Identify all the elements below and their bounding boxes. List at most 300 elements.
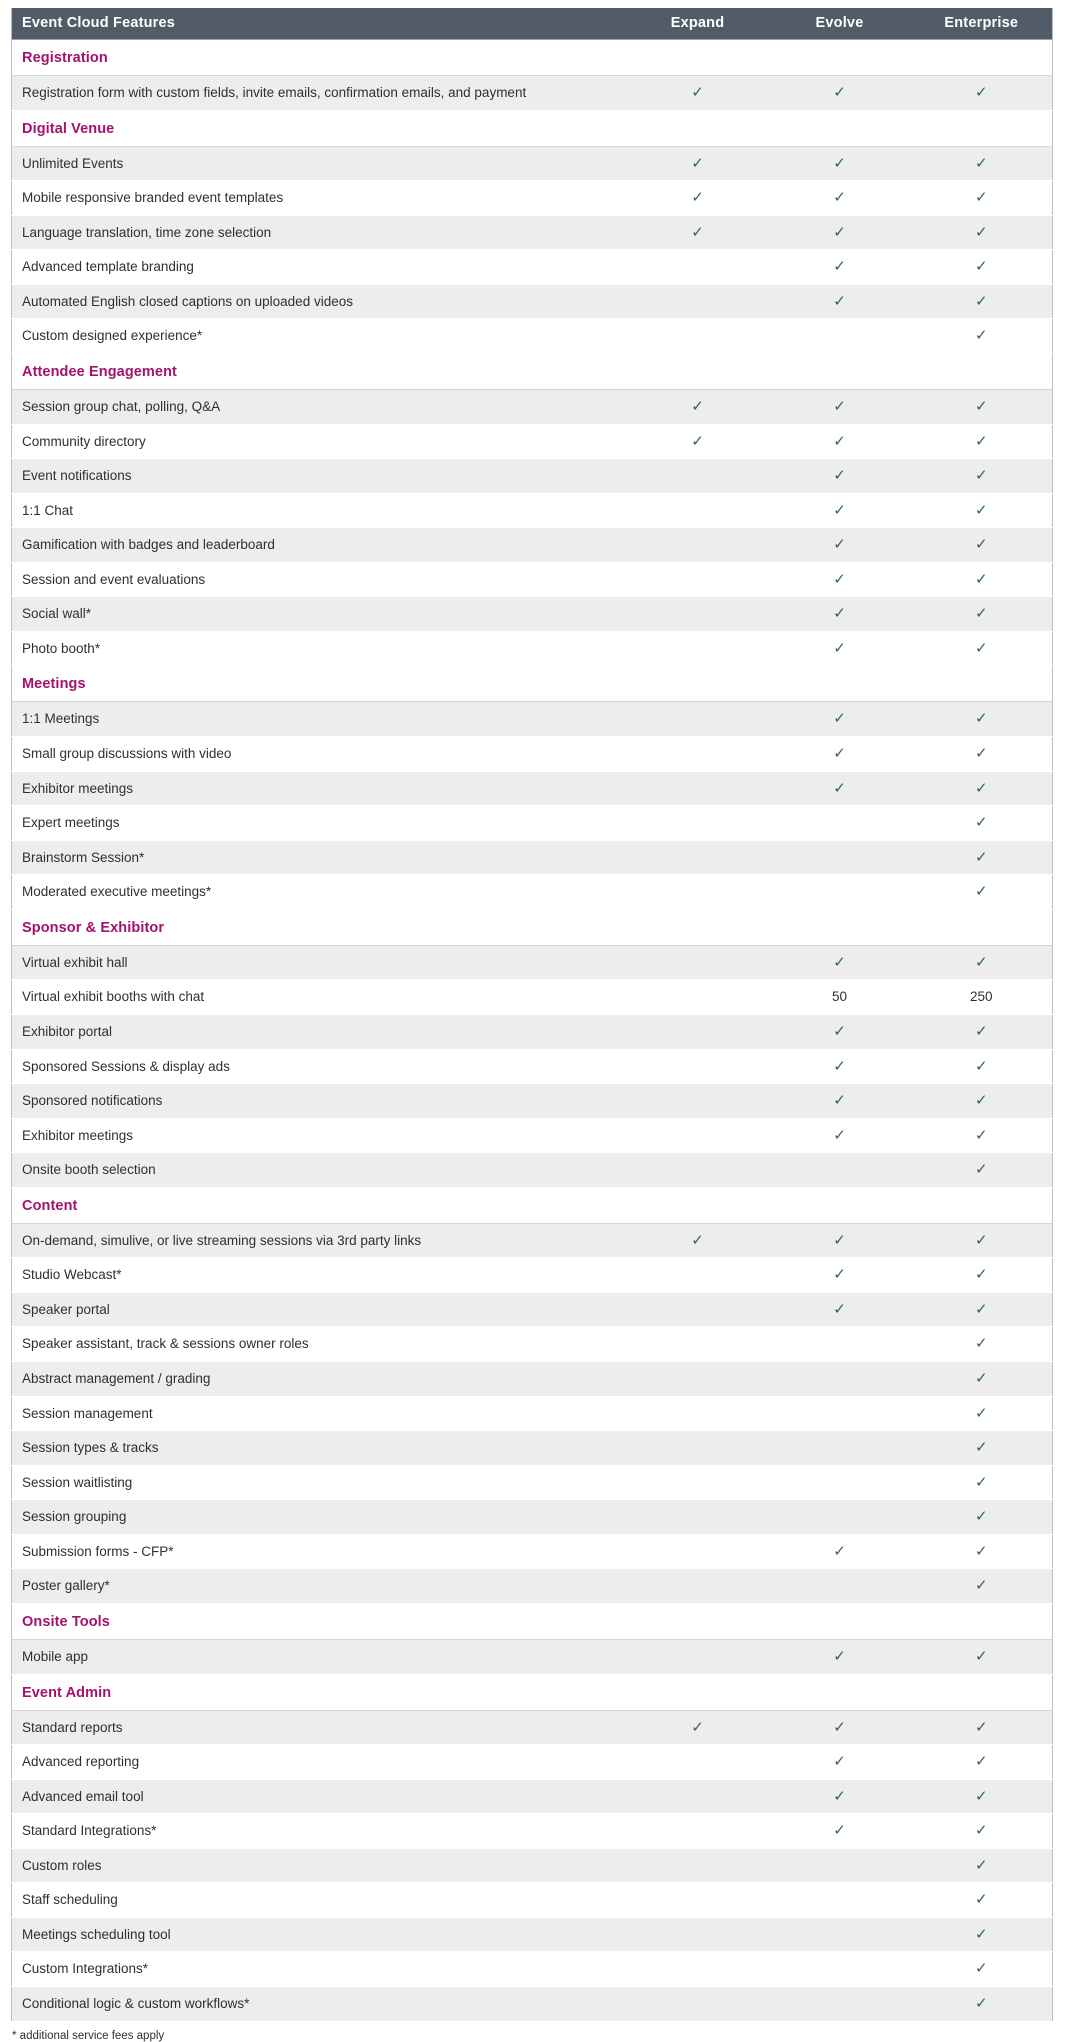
table-row [12, 215, 1053, 250]
check-icon: ✓ [974, 292, 988, 310]
check-icon: ✓ [833, 1057, 846, 1075]
plan-cell-enterprise [911, 1084, 1053, 1119]
feature-name-cell: Meetings scheduling tool [12, 1917, 627, 1952]
plan-cell-evolve [769, 1534, 911, 1569]
plan-cell-evolve [769, 146, 911, 181]
section-title: Meetings [22, 676, 86, 693]
plan-cell-expand [627, 1779, 769, 1814]
section-header-row [12, 110, 1053, 146]
check-icon: ✓ [833, 1822, 846, 1840]
check-icon: ✓ [974, 467, 988, 485]
plan-cell-enterprise [911, 459, 1053, 494]
feature-name-cell: Automated English closed captions on uploaded videos [12, 284, 627, 319]
feature-name-cell: Exhibitor portal [12, 1014, 627, 1049]
feature-name-cell: Conditional logic & custom workflows* [12, 1987, 627, 2022]
check-icon: ✓ [833, 1542, 846, 1560]
check-icon: ✓ [833, 1718, 846, 1736]
plan-cell-enterprise [911, 146, 1053, 181]
feature-name-cell: Custom Integrations* [12, 1952, 627, 1987]
feature-name-cell: Session types & tracks [12, 1431, 627, 1466]
section-header-cell [12, 909, 1053, 945]
plan-value: 250 [969, 989, 993, 1005]
table-row [12, 1952, 1053, 1987]
feature-name-cell: Exhibitor meetings [12, 771, 627, 806]
check-icon: ✓ [974, 710, 988, 728]
feature-name-cell: Advanced reporting [12, 1745, 627, 1780]
plan-cell-evolve [769, 181, 911, 216]
plan-cell-expand [627, 250, 769, 285]
check-icon: ✓ [974, 814, 988, 832]
check-icon: ✓ [974, 883, 988, 901]
feature-name-cell: Studio Webcast* [12, 1258, 627, 1293]
column-header-enterprise: Enterprise [911, 8, 1053, 40]
plan-cell-expand [627, 1534, 769, 1569]
check-icon: ✓ [691, 189, 704, 207]
plan-cell-expand [627, 702, 769, 737]
plan-cell-evolve [769, 1814, 911, 1849]
plan-cell-expand [627, 875, 769, 910]
table-row [12, 1362, 1053, 1397]
table-row [12, 493, 1053, 528]
plan-cell-enterprise [911, 1569, 1053, 1604]
check-icon: ✓ [833, 1022, 846, 1040]
feature-name-cell: Poster gallery* [12, 1569, 627, 1604]
check-icon: ✓ [833, 258, 846, 276]
plan-cell-expand [627, 1848, 769, 1883]
plan-cell-enterprise [911, 806, 1053, 841]
plan-cell-evolve [769, 1710, 911, 1745]
plan-cell-expand [627, 1952, 769, 1987]
table-row [12, 1258, 1053, 1293]
plan-cell-expand [627, 1987, 769, 2022]
plan-cell-evolve [769, 493, 911, 528]
plan-cell-expand [627, 597, 769, 632]
check-icon: ✓ [974, 1753, 988, 1771]
check-icon: ✓ [833, 397, 846, 415]
section-header-cell [12, 1674, 1053, 1710]
check-icon: ✓ [974, 432, 988, 450]
plan-cell-enterprise [911, 1014, 1053, 1049]
feature-name-cell: Submission forms - CFP* [12, 1534, 627, 1569]
section-title: Event Admin [22, 1684, 112, 1701]
table-header [12, 8, 1053, 40]
check-icon: ✓ [833, 745, 846, 762]
plan-cell-enterprise [911, 1814, 1053, 1849]
check-icon: ✓ [974, 1022, 988, 1040]
plan-cell-evolve [769, 250, 911, 285]
plan-cell-enterprise [911, 840, 1053, 875]
feature-name-cell: Session waitlisting [12, 1465, 627, 1500]
plan-cell-enterprise [911, 284, 1053, 319]
check-icon: ✓ [974, 1508, 988, 1526]
check-icon: ✓ [974, 84, 988, 101]
table-row [12, 284, 1053, 319]
plan-cell-evolve [769, 1569, 911, 1604]
feature-name-cell: Standard reports [12, 1710, 627, 1745]
plan-cell-evolve [769, 1223, 911, 1258]
check-icon: ✓ [974, 570, 988, 588]
check-icon: ✓ [833, 779, 846, 797]
plan-cell-evolve [769, 875, 911, 910]
check-icon: ✓ [833, 223, 846, 241]
plan-cell-evolve [769, 1465, 911, 1500]
plan-cell-expand [627, 771, 769, 806]
feature-name-cell: 1:1 Meetings [12, 702, 627, 737]
feature-name-cell: Photo booth* [12, 631, 627, 666]
plan-cell-expand [627, 319, 769, 354]
section-header-row [12, 909, 1053, 945]
plan-cell-expand [627, 1639, 769, 1674]
plan-cell-enterprise [911, 1362, 1053, 1397]
header-row [12, 8, 1053, 40]
section-title: Onsite Tools [22, 1613, 110, 1630]
plan-cell-evolve [769, 1883, 911, 1918]
plan-cell-enterprise [911, 1745, 1053, 1780]
feature-name-cell: Custom roles [12, 1848, 627, 1883]
feature-name-cell: Social wall* [12, 597, 627, 632]
check-icon: ✓ [833, 1647, 846, 1665]
plan-cell-enterprise [911, 1431, 1053, 1466]
feature-name-cell: Advanced email tool [12, 1779, 627, 1814]
plan-cell-evolve [769, 1431, 911, 1466]
plan-cell-expand [627, 631, 769, 666]
feature-name-cell: Exhibitor meetings [12, 1118, 627, 1153]
plan-cell-expand [627, 1014, 769, 1049]
plan-cell-expand [627, 1745, 769, 1780]
plan-cell-expand [627, 389, 769, 424]
plan-cell-enterprise [911, 215, 1053, 250]
feature-name-cell: Speaker portal [12, 1292, 627, 1327]
section-title: Content [22, 1197, 78, 1214]
column-header-evolve: Evolve [769, 8, 911, 40]
plan-cell-evolve [769, 1779, 911, 1814]
check-icon: ✓ [833, 1126, 846, 1144]
check-icon: ✓ [833, 1092, 846, 1110]
table-row [12, 1745, 1053, 1780]
plan-cell-evolve [769, 319, 911, 354]
plan-cell-expand [627, 76, 769, 111]
check-icon: ✓ [974, 501, 988, 519]
plan-value: 50 [831, 989, 848, 1005]
table-row [12, 1917, 1053, 1952]
check-icon: ✓ [974, 536, 988, 554]
plan-cell-enterprise [911, 1917, 1053, 1952]
plan-cell-expand [627, 806, 769, 841]
plan-cell-expand [627, 493, 769, 528]
plan-cell-expand [627, 1223, 769, 1258]
table-row [12, 1848, 1053, 1883]
plan-cell-enterprise [911, 1639, 1053, 1674]
feature-name-cell: Registration form with custom fields, invite emails, confirmation emails, and payment [12, 76, 627, 111]
plan-cell-evolve [769, 1292, 911, 1327]
plan-cell-evolve [769, 389, 911, 424]
plan-cell-enterprise [911, 737, 1053, 772]
plan-cell-expand [627, 181, 769, 216]
table-row [12, 562, 1053, 597]
plan-cell-expand [627, 1710, 769, 1745]
plan-cell-enterprise [911, 1049, 1053, 1084]
plan-cell-expand [627, 1049, 769, 1084]
check-icon: ✓ [833, 501, 846, 519]
check-icon: ✓ [974, 953, 988, 971]
feature-name-cell: Mobile app [12, 1639, 627, 1674]
plan-cell-expand [627, 1118, 769, 1153]
footnote: * additional service fees apply [12, 2029, 165, 2042]
plan-cell-evolve [769, 597, 911, 632]
plan-cell-evolve [769, 1500, 911, 1535]
plan-cell-expand [627, 980, 769, 1015]
feature-name-cell: Session group chat, polling, Q&A [12, 389, 627, 424]
plan-cell-enterprise [911, 389, 1053, 424]
plan-cell-expand [627, 1883, 769, 1918]
plan-cell-expand [627, 1292, 769, 1327]
plan-cell-enterprise [911, 1779, 1053, 1814]
plan-cell-evolve [769, 215, 911, 250]
table-body [12, 40, 1053, 2022]
section-title: Sponsor & Exhibitor [22, 919, 165, 936]
check-icon: ✓ [974, 1822, 988, 1840]
plan-cell-expand [627, 1362, 769, 1397]
plan-cell-expand [627, 1153, 769, 1188]
plan-cell-enterprise [911, 875, 1053, 910]
plan-cell-enterprise [911, 1987, 1053, 2022]
plan-cell-evolve [769, 737, 911, 772]
plan-cell-expand [627, 562, 769, 597]
feature-name-cell: Virtual exhibit hall [12, 945, 627, 980]
plan-cell-enterprise [911, 1848, 1053, 1883]
table-row [12, 945, 1053, 980]
section-header-cell [12, 353, 1053, 389]
table-row [12, 528, 1053, 563]
table-row [12, 1431, 1053, 1466]
section-header-row [12, 1187, 1053, 1223]
check-icon: ✓ [833, 1787, 846, 1805]
check-icon: ✓ [691, 223, 704, 241]
table-row [12, 1814, 1053, 1849]
plan-cell-evolve [769, 1014, 911, 1049]
plan-cell-expand [627, 459, 769, 494]
check-icon: ✓ [974, 1925, 988, 1943]
check-icon: ✓ [974, 1126, 988, 1144]
table-row [12, 1223, 1053, 1258]
check-icon: ✓ [974, 605, 988, 623]
check-icon: ✓ [974, 1995, 988, 2012]
table-row [12, 1292, 1053, 1327]
plan-cell-enterprise [911, 597, 1053, 632]
plan-cell-enterprise [911, 631, 1053, 666]
plan-cell-evolve [769, 945, 911, 980]
check-icon: ✓ [833, 1300, 846, 1318]
table-row [12, 702, 1053, 737]
plan-cell-enterprise [911, 250, 1053, 285]
table-row [12, 459, 1053, 494]
check-icon: ✓ [691, 154, 704, 172]
plan-cell-enterprise [911, 424, 1053, 459]
plan-cell-evolve [769, 528, 911, 563]
feature-name-cell: Event notifications [12, 459, 627, 494]
check-icon: ✓ [974, 1266, 988, 1284]
plan-cell-expand [627, 1500, 769, 1535]
feature-name-cell: 1:1 Chat [12, 493, 627, 528]
check-icon: ✓ [974, 1787, 988, 1805]
table-row [12, 1465, 1053, 1500]
table-row [12, 76, 1053, 111]
plan-cell-evolve [769, 1362, 911, 1397]
table-row [12, 1710, 1053, 1745]
table-row [12, 250, 1053, 285]
plan-cell-enterprise [911, 1153, 1053, 1188]
plan-cell-enterprise [911, 980, 1053, 1015]
plan-cell-enterprise [911, 493, 1053, 528]
check-icon: ✓ [691, 84, 704, 101]
feature-name-cell: Abstract management / grading [12, 1362, 627, 1397]
plan-cell-evolve [769, 1917, 911, 1952]
check-icon: ✓ [974, 639, 988, 657]
plan-cell-expand [627, 284, 769, 319]
feature-name-cell: Mobile responsive branded event templates [12, 181, 627, 216]
feature-name-cell: Moderated executive meetings* [12, 875, 627, 910]
table-row [12, 875, 1053, 910]
check-icon: ✓ [974, 779, 988, 797]
feature-name-cell: Gamification with badges and leaderboard [12, 528, 627, 563]
table-row [12, 146, 1053, 181]
plan-cell-expand [627, 1917, 769, 1952]
check-icon: ✓ [974, 1718, 988, 1736]
column-header-expand: Expand [627, 8, 769, 40]
check-icon: ✓ [974, 1439, 988, 1457]
section-header-cell [12, 110, 1053, 146]
plan-cell-enterprise [911, 1258, 1053, 1293]
plan-cell-enterprise [911, 702, 1053, 737]
table-row [12, 1779, 1053, 1814]
plan-cell-evolve [769, 1327, 911, 1362]
table-row [12, 1084, 1053, 1119]
check-icon: ✓ [833, 1753, 846, 1771]
check-icon: ✓ [691, 432, 704, 450]
check-icon: ✓ [974, 1161, 988, 1179]
plan-cell-evolve [769, 702, 911, 737]
plan-cell-enterprise [911, 1710, 1053, 1745]
plan-cell-evolve [769, 1396, 911, 1431]
feature-name-cell: Standard Integrations* [12, 1814, 627, 1849]
plan-cell-expand [627, 424, 769, 459]
plan-cell-evolve [769, 631, 911, 666]
check-icon: ✓ [833, 189, 846, 207]
section-title: Digital Venue [22, 120, 115, 137]
table-row [12, 631, 1053, 666]
check-icon: ✓ [974, 1960, 988, 1978]
section-header-row [12, 353, 1053, 389]
feature-name-cell: Unlimited Events [12, 146, 627, 181]
check-icon: ✓ [974, 848, 988, 866]
plan-cell-expand [627, 1431, 769, 1466]
plan-cell-expand [627, 528, 769, 563]
feature-name-cell: Community directory [12, 424, 627, 459]
table-row [12, 1500, 1053, 1535]
check-icon: ✓ [974, 1370, 988, 1387]
plan-cell-enterprise [911, 1534, 1053, 1569]
feature-name-cell: Virtual exhibit booths with chat [12, 980, 627, 1015]
section-header-cell [12, 40, 1053, 76]
plan-cell-evolve [769, 284, 911, 319]
plan-cell-enterprise [911, 528, 1053, 563]
feature-name-cell: Brainstorm Session* [12, 840, 627, 875]
check-icon: ✓ [974, 1473, 988, 1491]
plan-cell-expand [627, 945, 769, 980]
table-row [12, 1534, 1053, 1569]
check-icon: ✓ [974, 1335, 988, 1353]
plan-cell-enterprise [911, 1292, 1053, 1327]
feature-name-cell: Sponsored Sessions & display ads [12, 1049, 627, 1084]
feature-name-cell: Sponsored notifications [12, 1084, 627, 1119]
section-header-row [12, 666, 1053, 702]
table-row [12, 1569, 1053, 1604]
check-icon: ✓ [974, 223, 988, 241]
plan-cell-evolve [769, 1952, 911, 1987]
check-icon: ✓ [691, 397, 704, 415]
plan-cell-enterprise [911, 1952, 1053, 1987]
feature-name-cell: Small group discussions with video [12, 737, 627, 772]
plan-cell-enterprise [911, 1500, 1053, 1535]
plan-cell-enterprise [911, 1327, 1053, 1362]
table-row [12, 1014, 1053, 1049]
table-row [12, 424, 1053, 459]
check-icon: ✓ [833, 639, 846, 657]
plan-cell-expand [627, 840, 769, 875]
check-icon: ✓ [974, 1231, 988, 1249]
table-row [12, 1327, 1053, 1362]
plan-cell-evolve [769, 1258, 911, 1293]
table-row [12, 1049, 1053, 1084]
plan-cell-enterprise [911, 76, 1053, 111]
table-row [12, 181, 1053, 216]
table-row [12, 737, 1053, 772]
check-icon: ✓ [974, 258, 988, 276]
plan-cell-enterprise [911, 1118, 1053, 1153]
plan-cell-evolve [769, 1987, 911, 2022]
plan-cell-evolve [769, 562, 911, 597]
plan-cell-expand [627, 1396, 769, 1431]
section-header-cell [12, 1603, 1053, 1639]
check-icon: ✓ [691, 1231, 704, 1249]
plan-cell-enterprise [911, 1883, 1053, 1918]
check-icon: ✓ [833, 536, 846, 554]
plan-cell-enterprise [911, 1465, 1053, 1500]
plan-cell-evolve [769, 459, 911, 494]
check-icon: ✓ [833, 570, 846, 588]
plan-cell-evolve [769, 1745, 911, 1780]
check-icon: ✓ [974, 1092, 988, 1110]
check-icon: ✓ [974, 1647, 988, 1665]
feature-comparison-table [11, 8, 1053, 2022]
plan-cell-evolve [769, 1153, 911, 1188]
plan-cell-expand [627, 1327, 769, 1362]
plan-cell-expand [627, 1814, 769, 1849]
column-header-feature: Event Cloud Features [12, 8, 627, 40]
plan-cell-expand [627, 146, 769, 181]
plan-cell-enterprise [911, 1223, 1053, 1258]
plan-cell-evolve [769, 1848, 911, 1883]
table-row [12, 319, 1053, 354]
table-row [12, 1153, 1053, 1188]
check-icon: ✓ [974, 1542, 988, 1560]
check-icon: ✓ [833, 154, 846, 172]
section-header-row [12, 40, 1053, 76]
table-row [12, 1118, 1053, 1153]
check-icon: ✓ [833, 432, 846, 450]
check-icon: ✓ [833, 1266, 846, 1284]
plan-cell-evolve [769, 840, 911, 875]
